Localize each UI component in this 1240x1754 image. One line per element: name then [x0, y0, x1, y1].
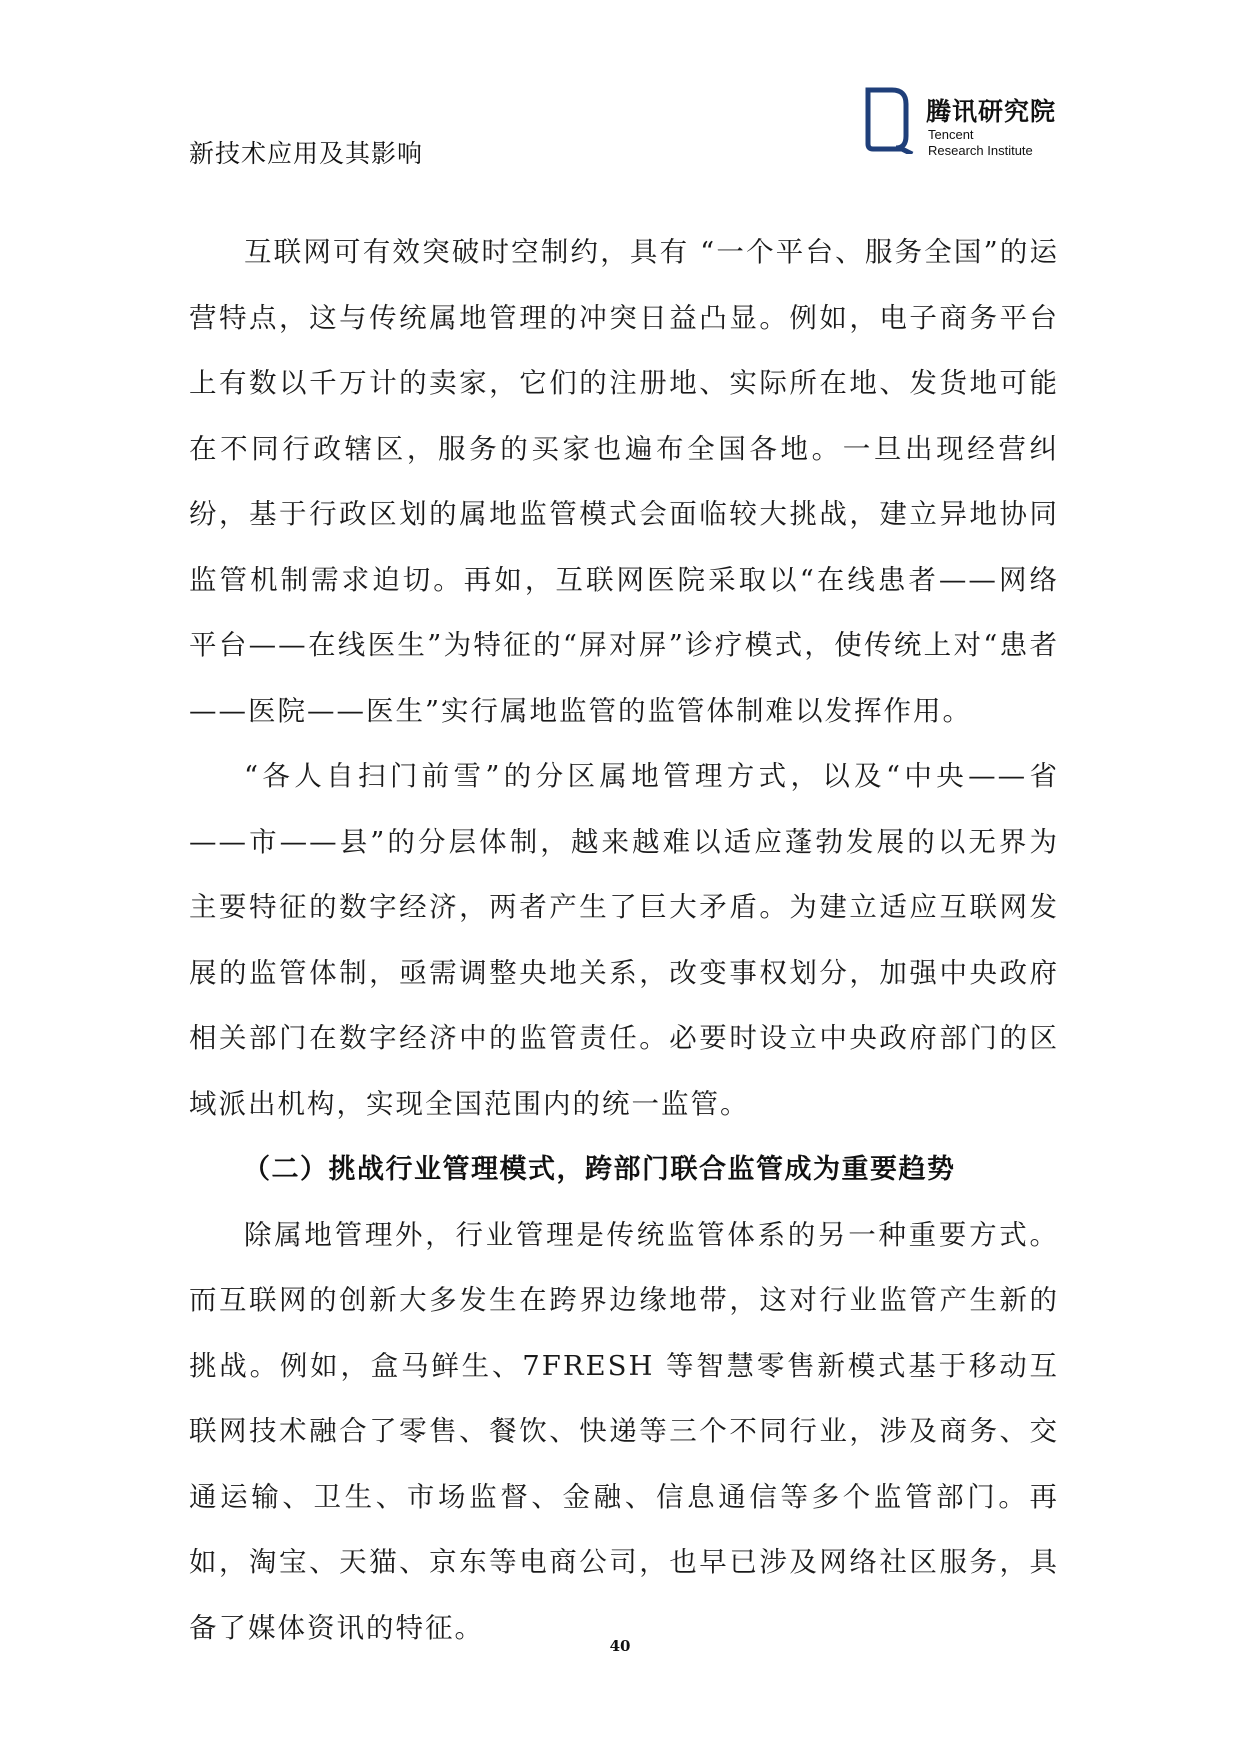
logo-name-en-line1: Tencent	[928, 127, 974, 142]
section-heading: （二）挑战行业管理模式，跨部门联合监管成为重要趋势	[243, 1154, 956, 1185]
running-header-title: 新技术应用及其影响	[189, 139, 424, 168]
logo-mark-icon	[862, 86, 914, 154]
logo-name-en-line2: Research Institute	[928, 143, 1033, 158]
body-paragraph-1: 互联网可有效突破时空制约，具有 “一个平台、服务全国”的运营特点，这与传统属地管理的冲突日益凸显。例如，电子商务平台上有数以千万计的卖家，它们的注册地、实际所在地、发货地可能在不同行政辖区，服务的买家也遍布全国各地。一旦出现经营纠纷，基于行政区划的属地监管模式会面临较大挑战，建立异地协同监管机制需求迫切。再如，互联网医院采取以“在线患者——网络平台——在线医生”为特征的“屏对屏”诊疗模式，使传统上对“患者——医院——医生”实行属地监管的监管体制难以发挥作用。	[189, 236, 1059, 727]
tencent-research-institute-logo	[862, 86, 1072, 166]
logo-name-cn: 腾讯研究院	[926, 97, 1057, 126]
body-paragraph-3: 除属地管理外，行业管理是传统监管体系的另一种重要方式。而互联网的创新大多发生在跨界边缘地带，这对行业监管产生新的挑战。例如，盒马鲜生、7FRESH 等智慧零售新模式基于移动互联网技术融合了零售、餐饮、快递等三个不同行业，涉及商务、交通运输、卫生、市场监督、金融、信息通信等多个监管部门。再如，淘宝、天猫、京东等电商公司，也早已涉及网络社区服务，具备了媒体资讯的特征。	[189, 1218, 1059, 1644]
document-body	[189, 220, 1059, 1661]
page-number: 40	[609, 1637, 631, 1655]
body-paragraph-2: “各人自扫门前雪”的分区属地管理方式，以及“中央——省——市——县”的分层体制，越来越难以适应蓬勃发展的以无界为主要特征的数字经济，两者产生了巨大矛盾。为建立适应互联网发展的监管体制，亟需调整央地关系，改变事权划分，加强中央政府相关部门在数字经济中的监管责任。必要时设立中央政府部门的区域派出机构，实现全国范围内的统一监管。	[189, 760, 1059, 1120]
